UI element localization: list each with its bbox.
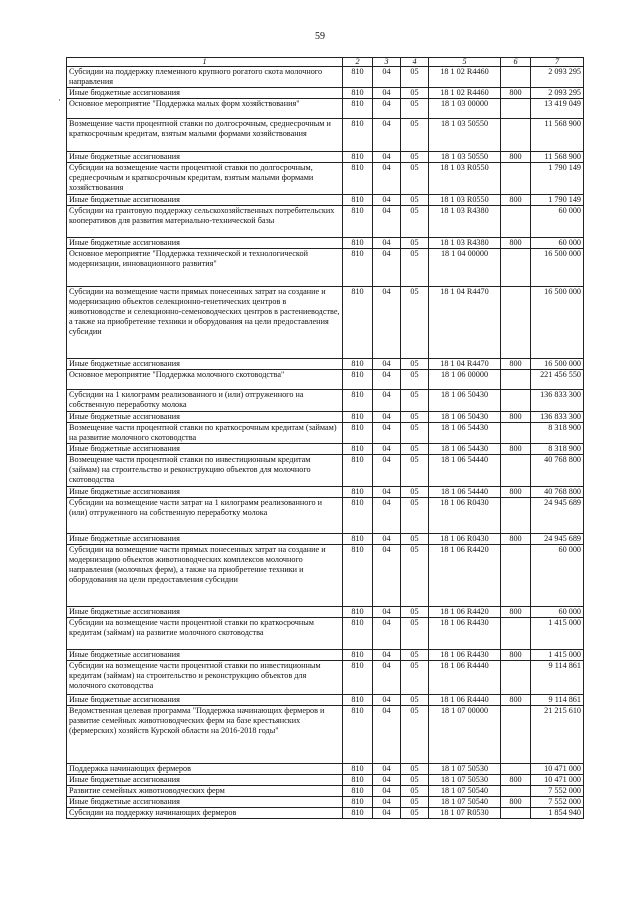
cell-amount: 24 945 689	[531, 534, 584, 545]
cell-target-article: 18 1 07 00000	[429, 706, 501, 764]
cell-subsection: 05	[401, 238, 429, 249]
cell-target-article: 18 1 03 50550	[429, 119, 501, 152]
cell-section: 04	[373, 249, 401, 287]
cell-target-article: 18 1 07 50540	[429, 797, 501, 808]
table-row	[67, 786, 584, 797]
cell-section: 04	[373, 786, 401, 797]
header-col-4: 4	[401, 58, 429, 67]
cell-ministry-code: 810	[343, 412, 373, 423]
cell-amount: 16 500 000	[531, 359, 584, 370]
cell-expense-type: 800	[501, 650, 531, 661]
cell-section: 04	[373, 238, 401, 249]
cell-ministry-code: 810	[343, 661, 373, 695]
cell-ministry-code: 810	[343, 487, 373, 498]
cell-target-article: 18 1 02 R4460	[429, 67, 501, 88]
table-row	[67, 370, 584, 390]
cell-amount: 24 945 689	[531, 498, 584, 534]
cell-subsection: 05	[401, 797, 429, 808]
cell-section: 04	[373, 206, 401, 238]
cell-amount: 2 093 295	[531, 88, 584, 99]
cell-target-article: 18 1 07 50530	[429, 764, 501, 775]
cell-name: Ведомственная целевая программа "Поддержка начинающих фермеров и развитие семейных животноводческих ферм на базе крестьянских (фермерских) хозяйств Курской области на 2016-2018 годы"	[67, 706, 343, 764]
cell-subsection: 05	[401, 786, 429, 797]
cell-name: Субсидии на 1 килограмм реализованного и (или) отгруженного на собственную переработку молока	[67, 390, 343, 412]
cell-target-article: 18 1 03 50550	[429, 152, 501, 163]
cell-expense-type	[501, 119, 531, 152]
cell-amount: 136 833 300	[531, 390, 584, 412]
cell-target-article: 18 1 07 50540	[429, 786, 501, 797]
cell-expense-type	[501, 67, 531, 88]
cell-ministry-code: 810	[343, 287, 373, 359]
cell-subsection: 05	[401, 695, 429, 706]
cell-expense-type	[501, 370, 531, 390]
budget-table	[66, 57, 584, 819]
table-row	[67, 287, 584, 359]
cell-section: 04	[373, 390, 401, 412]
cell-ministry-code: 810	[343, 195, 373, 206]
cell-target-article: 18 1 02 R4460	[429, 88, 501, 99]
cell-name: Иные бюджетные ассигнования	[67, 238, 343, 249]
cell-section: 04	[373, 775, 401, 786]
cell-expense-type	[501, 206, 531, 238]
cell-expense-type	[501, 661, 531, 695]
cell-amount: 136 833 300	[531, 412, 584, 423]
cell-name: Основное мероприятие "Поддержка технической и технологической модернизации, инновационного развития"	[67, 249, 343, 287]
cell-target-article: 18 1 06 R4430	[429, 650, 501, 661]
cell-section: 04	[373, 412, 401, 423]
cell-subsection: 05	[401, 545, 429, 607]
cell-section: 04	[373, 498, 401, 534]
cell-name: Иные бюджетные ассигнования	[67, 534, 343, 545]
cell-amount: 9 114 861	[531, 661, 584, 695]
cell-amount: 8 318 900	[531, 444, 584, 455]
cell-ministry-code: 810	[343, 775, 373, 786]
cell-section: 04	[373, 797, 401, 808]
cell-section: 04	[373, 287, 401, 359]
table-row	[67, 498, 584, 534]
table-row	[67, 67, 584, 88]
cell-subsection: 05	[401, 607, 429, 618]
cell-section: 04	[373, 534, 401, 545]
cell-section: 04	[373, 370, 401, 390]
table-row	[67, 695, 584, 706]
cell-name: Субсидии на возмещение части процентной ставки по долгосрочным, среднесрочным и краткосрочным кредитам, взятым малыми формами хозяйствования	[67, 163, 343, 195]
cell-subsection: 05	[401, 706, 429, 764]
cell-section: 04	[373, 99, 401, 119]
cell-subsection: 05	[401, 455, 429, 487]
table-header-row	[67, 58, 584, 67]
page-number: 59	[315, 31, 325, 42]
cell-amount: 11 568 900	[531, 119, 584, 152]
table-row	[67, 359, 584, 370]
cell-subsection: 05	[401, 423, 429, 444]
cell-expense-type	[501, 163, 531, 195]
cell-subsection: 05	[401, 808, 429, 819]
cell-target-article: 18 1 03 00000	[429, 99, 501, 119]
cell-target-article: 18 1 06 54440	[429, 487, 501, 498]
cell-ministry-code: 810	[343, 67, 373, 88]
cell-section: 04	[373, 359, 401, 370]
cell-expense-type: 800	[501, 797, 531, 808]
cell-expense-type: 800	[501, 534, 531, 545]
cell-name: Субсидии на возмещение части процентной ставки по инвестиционным кредитам (займам) на строительство и реконструкцию объектов для молочного скотоводства	[67, 661, 343, 695]
cell-amount: 9 114 861	[531, 695, 584, 706]
cell-ministry-code: 810	[343, 498, 373, 534]
cell-subsection: 05	[401, 764, 429, 775]
cell-amount: 1 854 940	[531, 808, 584, 819]
cell-target-article: 18 1 06 R4440	[429, 661, 501, 695]
cell-ministry-code: 810	[343, 706, 373, 764]
cell-subsection: 05	[401, 370, 429, 390]
cell-ministry-code: 810	[343, 797, 373, 808]
cell-amount: 1 415 000	[531, 618, 584, 650]
table-row	[67, 206, 584, 238]
header-col-2: 2	[343, 58, 373, 67]
table-row	[67, 88, 584, 99]
cell-name: Иные бюджетные ассигнования	[67, 487, 343, 498]
cell-expense-type	[501, 498, 531, 534]
cell-ministry-code: 810	[343, 618, 373, 650]
cell-ministry-code: 810	[343, 455, 373, 487]
cell-ministry-code: 810	[343, 764, 373, 775]
table-row	[67, 808, 584, 819]
cell-subsection: 05	[401, 444, 429, 455]
cell-expense-type	[501, 764, 531, 775]
cell-section: 04	[373, 88, 401, 99]
cell-target-article: 18 1 06 54430	[429, 444, 501, 455]
cell-name: Иные бюджетные ассигнования	[67, 152, 343, 163]
cell-target-article: 18 1 06 54440	[429, 455, 501, 487]
cell-section: 04	[373, 195, 401, 206]
table-row	[67, 152, 584, 163]
cell-ministry-code: 810	[343, 163, 373, 195]
cell-subsection: 05	[401, 119, 429, 152]
table-row	[67, 412, 584, 423]
cell-target-article: 18 1 07 50530	[429, 775, 501, 786]
cell-name: Иные бюджетные ассигнования	[67, 88, 343, 99]
table-row	[67, 487, 584, 498]
cell-section: 04	[373, 661, 401, 695]
cell-name: Развитие семейных животноводческих ферм	[67, 786, 343, 797]
cell-expense-type	[501, 786, 531, 797]
cell-subsection: 05	[401, 775, 429, 786]
cell-name: Иные бюджетные ассигнования	[67, 359, 343, 370]
cell-amount: 10 471 000	[531, 764, 584, 775]
cell-amount: 60 000	[531, 238, 584, 249]
cell-subsection: 05	[401, 390, 429, 412]
cell-amount: 16 500 000	[531, 287, 584, 359]
cell-name: Иные бюджетные ассигнования	[67, 775, 343, 786]
table-row	[67, 545, 584, 607]
cell-ministry-code: 810	[343, 88, 373, 99]
cell-expense-type	[501, 545, 531, 607]
cell-ministry-code: 810	[343, 808, 373, 819]
cell-subsection: 05	[401, 99, 429, 119]
cell-target-article: 18 1 04 R4470	[429, 359, 501, 370]
cell-section: 04	[373, 764, 401, 775]
cell-amount: 2 093 295	[531, 67, 584, 88]
cell-target-article: 18 1 04 00000	[429, 249, 501, 287]
table-row	[67, 423, 584, 444]
cell-amount: 1 790 149	[531, 195, 584, 206]
cell-amount: 13 419 049	[531, 99, 584, 119]
cell-expense-type	[501, 423, 531, 444]
cell-ministry-code: 810	[343, 607, 373, 618]
cell-section: 04	[373, 808, 401, 819]
cell-name: Иные бюджетные ассигнования	[67, 695, 343, 706]
cell-amount: 40 768 800	[531, 487, 584, 498]
cell-target-article: 18 1 03 R4380	[429, 206, 501, 238]
cell-name: Иные бюджетные ассигнования	[67, 797, 343, 808]
cell-name: Иные бюджетные ассигнования	[67, 195, 343, 206]
cell-ministry-code: 810	[343, 786, 373, 797]
cell-amount: 1 415 000	[531, 650, 584, 661]
cell-name: Иные бюджетные ассигнования	[67, 412, 343, 423]
table-row	[67, 195, 584, 206]
cell-name: Иные бюджетные ассигнования	[67, 607, 343, 618]
cell-expense-type	[501, 808, 531, 819]
cell-name: Субсидии на возмещение части затрат на 1 килограмм реализованного и (или) отгруженного на собственную переработку молока	[67, 498, 343, 534]
cell-name: Субсидии на возмещение части процентной ставки по краткосрочным кредитам (займам) на развитие молочного скотоводства	[67, 618, 343, 650]
cell-name: Субсидии на возмещение части прямых понесенных затрат на создание и модернизацию объектов селекционно-генетических центров в животноводстве и селекционно-семеноводческих центров в растениеводстве, а также на приобретение техники и оборудования на цели предоставления субсидии	[67, 287, 343, 359]
cell-subsection: 05	[401, 498, 429, 534]
cell-ministry-code: 810	[343, 238, 373, 249]
cell-ministry-code: 810	[343, 119, 373, 152]
cell-subsection: 05	[401, 163, 429, 195]
table-row	[67, 99, 584, 119]
cell-name: Субсидии на возмещение части прямых понесенных затрат на создание и модернизацию объектов животноводческих комплексов молочного направления (молочных ферм), а также на приобретение техники и оборудования на цели предоставления субсидии	[67, 545, 343, 607]
table-row	[67, 238, 584, 249]
cell-amount: 7 552 000	[531, 797, 584, 808]
table-row	[67, 618, 584, 650]
cell-amount: 10 471 000	[531, 775, 584, 786]
cell-amount: 221 456 550	[531, 370, 584, 390]
table-row	[67, 706, 584, 764]
cell-ministry-code: 810	[343, 99, 373, 119]
cell-subsection: 05	[401, 206, 429, 238]
cell-target-article: 18 1 06 R4430	[429, 618, 501, 650]
header-col-7: 7	[531, 58, 584, 67]
cell-subsection: 05	[401, 618, 429, 650]
cell-expense-type: 800	[501, 195, 531, 206]
cell-amount: 60 000	[531, 206, 584, 238]
table-row	[67, 775, 584, 786]
cell-name: Иные бюджетные ассигнования	[67, 444, 343, 455]
cell-expense-type	[501, 618, 531, 650]
cell-subsection: 05	[401, 88, 429, 99]
cell-subsection: 05	[401, 249, 429, 287]
cell-subsection: 05	[401, 195, 429, 206]
table-row	[67, 119, 584, 152]
cell-target-article: 18 1 06 50430	[429, 390, 501, 412]
cell-name: Возмещение части процентной ставки по долгосрочным, среднесрочным и краткосрочным кредитам, взятым малыми формами хозяйствования	[67, 119, 343, 152]
cell-subsection: 05	[401, 650, 429, 661]
cell-expense-type	[501, 455, 531, 487]
cell-section: 04	[373, 455, 401, 487]
cell-ministry-code: 810	[343, 249, 373, 287]
table-row	[67, 661, 584, 695]
cell-ministry-code: 810	[343, 423, 373, 444]
cell-expense-type: 800	[501, 359, 531, 370]
cell-expense-type: 800	[501, 238, 531, 249]
cell-section: 04	[373, 706, 401, 764]
cell-expense-type	[501, 287, 531, 359]
table-row	[67, 249, 584, 287]
cell-ministry-code: 810	[343, 650, 373, 661]
cell-target-article: 18 1 06 54430	[429, 423, 501, 444]
cell-expense-type	[501, 706, 531, 764]
cell-expense-type: 800	[501, 775, 531, 786]
cell-ministry-code: 810	[343, 444, 373, 455]
cell-target-article: 18 1 04 R4470	[429, 287, 501, 359]
cell-target-article: 18 1 06 R4420	[429, 545, 501, 607]
cell-expense-type	[501, 99, 531, 119]
cell-expense-type: 800	[501, 444, 531, 455]
cell-subsection: 05	[401, 534, 429, 545]
header-col-1: 1	[67, 58, 343, 67]
cell-target-article: 18 1 06 R4420	[429, 607, 501, 618]
cell-target-article: 18 1 03 R0550	[429, 163, 501, 195]
header-col-3: 3	[373, 58, 401, 67]
header-col-5: 5	[429, 58, 501, 67]
cell-expense-type: 800	[501, 695, 531, 706]
cell-amount: 60 000	[531, 545, 584, 607]
cell-amount: 7 552 000	[531, 786, 584, 797]
cell-target-article: 18 1 03 R0550	[429, 195, 501, 206]
cell-amount: 21 215 610	[531, 706, 584, 764]
cell-name: Основное мероприятие "Поддержка малых форм хозяйствования"	[67, 99, 343, 119]
cell-target-article: 18 1 03 R4380	[429, 238, 501, 249]
cell-subsection: 05	[401, 67, 429, 88]
cell-section: 04	[373, 119, 401, 152]
cell-ministry-code: 810	[343, 534, 373, 545]
cell-name: Субсидии на поддержку племенного крупного рогатого скота молочного направления	[67, 67, 343, 88]
cell-ministry-code: 810	[343, 206, 373, 238]
table-row	[67, 607, 584, 618]
cell-ministry-code: 810	[343, 152, 373, 163]
cell-expense-type: 800	[501, 487, 531, 498]
cell-name: Возмещение части процентной ставки по инвестиционным кредитам (займам) на строительство и реконструкцию объектов для молочного скотоводства	[67, 455, 343, 487]
cell-section: 04	[373, 152, 401, 163]
table-row	[67, 797, 584, 808]
cell-section: 04	[373, 607, 401, 618]
cell-section: 04	[373, 163, 401, 195]
cell-expense-type	[501, 390, 531, 412]
cell-ministry-code: 810	[343, 390, 373, 412]
cell-target-article: 18 1 06 R4440	[429, 695, 501, 706]
table-row	[67, 650, 584, 661]
cell-expense-type: 800	[501, 88, 531, 99]
cell-target-article: 18 1 06 00000	[429, 370, 501, 390]
cell-expense-type: 800	[501, 412, 531, 423]
cell-target-article: 18 1 06 R0430	[429, 498, 501, 534]
cell-section: 04	[373, 487, 401, 498]
cell-amount: 60 000	[531, 607, 584, 618]
cell-section: 04	[373, 695, 401, 706]
cell-name: Субсидии на поддержку начинающих фермеров	[67, 808, 343, 819]
cell-subsection: 05	[401, 152, 429, 163]
cell-section: 04	[373, 423, 401, 444]
cell-expense-type: 800	[501, 607, 531, 618]
cell-amount: 40 768 800	[531, 455, 584, 487]
margin-mark: ·	[58, 95, 61, 105]
cell-ministry-code: 810	[343, 359, 373, 370]
cell-name: Субсидии на грантовую поддержку сельскохозяйственных потребительских кооперативов для развития материально-технической базы	[67, 206, 343, 238]
cell-ministry-code: 810	[343, 695, 373, 706]
table-body	[67, 67, 584, 819]
cell-subsection: 05	[401, 661, 429, 695]
cell-expense-type	[501, 249, 531, 287]
table-row	[67, 764, 584, 775]
cell-target-article: 18 1 06 50430	[429, 412, 501, 423]
cell-ministry-code: 810	[343, 370, 373, 390]
cell-target-article: 18 1 07 R0530	[429, 808, 501, 819]
cell-amount: 11 568 900	[531, 152, 584, 163]
cell-name: Поддержка начинающих фермеров	[67, 764, 343, 775]
cell-subsection: 05	[401, 412, 429, 423]
cell-amount: 1 790 149	[531, 163, 584, 195]
header-col-6: 6	[501, 58, 531, 67]
table-row	[67, 163, 584, 195]
cell-name: Иные бюджетные ассигнования	[67, 650, 343, 661]
cell-amount: 16 500 000	[531, 249, 584, 287]
cell-expense-type: 800	[501, 152, 531, 163]
cell-section: 04	[373, 444, 401, 455]
cell-amount: 8 318 900	[531, 423, 584, 444]
table-row	[67, 534, 584, 545]
table-row	[67, 444, 584, 455]
cell-section: 04	[373, 545, 401, 607]
cell-section: 04	[373, 618, 401, 650]
cell-name: Возмещение части процентной ставки по краткосрочным кредитам (займам) на развитие молочного скотоводства	[67, 423, 343, 444]
table-row	[67, 455, 584, 487]
table-row	[67, 390, 584, 412]
cell-section: 04	[373, 67, 401, 88]
cell-name: Основное мероприятие "Поддержка молочного скотоводства"	[67, 370, 343, 390]
cell-subsection: 05	[401, 487, 429, 498]
cell-target-article: 18 1 06 R0430	[429, 534, 501, 545]
cell-section: 04	[373, 650, 401, 661]
cell-ministry-code: 810	[343, 545, 373, 607]
cell-subsection: 05	[401, 359, 429, 370]
cell-subsection: 05	[401, 287, 429, 359]
